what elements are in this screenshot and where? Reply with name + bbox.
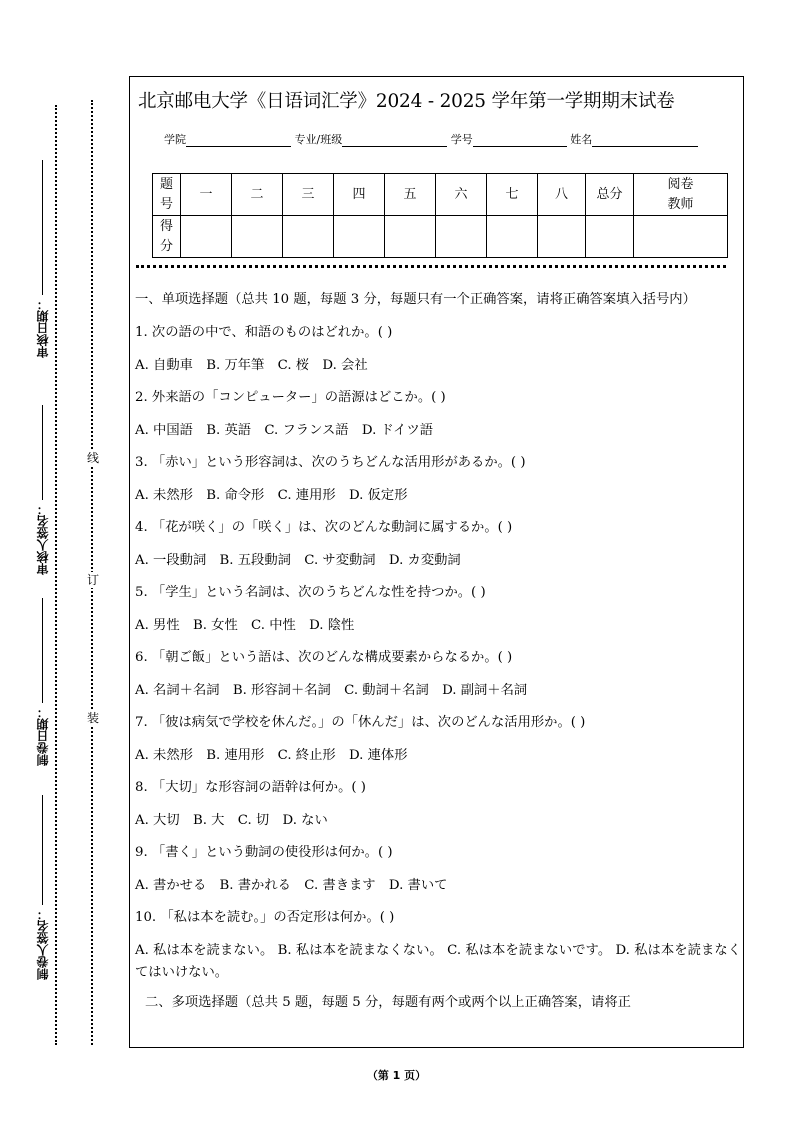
student-info-row — [164, 133, 698, 147]
question-9-options: A. 書かせる B. 書かれる C. 書きます D. 書いて — [135, 877, 448, 893]
score-row-header: 得分 — [153, 216, 181, 258]
score-col-total: 总分 — [586, 174, 634, 216]
question-5: 5. 「学生」という名詞は、次のうちどんな性を持つか。( ) — [135, 585, 486, 600]
score-cell[interactable] — [634, 216, 728, 258]
score-col-7: 七 — [487, 174, 538, 216]
question-1-options: A. 自動車 B. 万年筆 C. 桜 D. 会社 — [135, 357, 368, 373]
binding-char-zhuang: 装 — [87, 711, 100, 725]
score-col-3: 三 — [283, 174, 334, 216]
question-3-options: A. 未然形 B. 命令形 C. 連用形 D. 仮定形 — [135, 487, 408, 503]
prepare-date-label: 制卷日期： — [36, 706, 50, 766]
score-cell[interactable] — [436, 216, 487, 258]
exam-title: 北京邮电大学《日语词汇学》2024 - 2025 学年第一学期期末试卷 — [138, 91, 675, 112]
name-label: 姓名 — [570, 133, 593, 146]
score-cell[interactable] — [283, 216, 334, 258]
question-2-options: A. 中国語 B. 英語 C. フランス語 D. ドイツ語 — [135, 422, 434, 438]
outer-dotted-line — [55, 105, 57, 1045]
question-8: 8. 「大切」な形容詞の語幹は何か。( ) — [135, 780, 366, 795]
score-cell[interactable] — [181, 216, 232, 258]
prepare-date-line — [42, 598, 43, 703]
binding-char-xian: 线 — [87, 451, 100, 465]
college-blank[interactable] — [186, 134, 291, 147]
score-cell[interactable] — [232, 216, 283, 258]
score-col-8: 八 — [538, 174, 586, 216]
exam-paper-frame — [129, 76, 744, 1048]
score-col-4: 四 — [334, 174, 385, 216]
dotted-separator — [136, 265, 726, 268]
question-6: 6. 「朝ご飯」という語は、次のどんな構成要素からなるか。( ) — [135, 650, 513, 665]
student-id-label: 学号 — [450, 133, 473, 146]
question-9: 9. 「書く」という動詞の使役形は何か。( ) — [135, 845, 393, 860]
major-class-label: 专业/班级 — [294, 133, 343, 146]
section-2-heading: 二、多项选择题（总共 5 题，每题 5 分，每题有两个或两个以上正确答案，请将正 — [145, 994, 631, 1010]
question-1: 1. 次の語の中で、和語のものはどれか。( ) — [135, 325, 393, 340]
question-5-options: A. 男性 B. 女性 C. 中性 D. 陰性 — [135, 617, 355, 633]
review-date-label: 审核日期： — [36, 298, 50, 358]
major-class-blank[interactable] — [342, 134, 447, 147]
question-3: 3. 「赤い」という形容詞は、次のうちどんな活用形があるか。( ) — [135, 455, 526, 470]
question-4: 4. 「花が咲く」の「咲く」は、次のどんな動詞に属するか。( ) — [135, 520, 513, 535]
question-8-options: A. 大切 B. 大 C. 切 D. ない — [135, 812, 328, 828]
score-table — [152, 173, 728, 258]
preparer-signature-label: 制卷人签名： — [36, 908, 50, 980]
score-col-6: 六 — [436, 174, 487, 216]
reviewer-signature-label: 审核人签名： — [36, 503, 50, 575]
question-7: 7. 「彼は病気で学校を休んだ。」の「休んだ」は、次のどんな活用形か。( ) — [135, 715, 586, 730]
reviewer-signature-line — [42, 405, 43, 500]
question-6-options: A. 名詞＋名詞 B. 形容詞＋名詞 C. 動詞＋名詞 D. 副詞＋名詞 — [135, 682, 528, 698]
score-cell[interactable] — [538, 216, 586, 258]
student-id-blank[interactable] — [473, 134, 567, 147]
question-7-options: A. 未然形 B. 連用形 C. 終止形 D. 連体形 — [135, 747, 408, 763]
question-10-options: A. 私は本を読まない。 B. 私は本を読まなくない。 C. 私は本を読まないです。 D. 私は本を読まなくてはいけない。 — [135, 942, 741, 980]
score-col-grader: 阅卷教师 — [634, 174, 728, 216]
score-table-score-row — [153, 216, 728, 258]
score-table-header-row — [153, 174, 728, 216]
score-col-1: 一 — [181, 174, 232, 216]
score-col-2: 二 — [232, 174, 283, 216]
review-date-line — [42, 160, 43, 295]
college-label: 学院 — [164, 133, 186, 146]
section-1-heading: 一、单项选择题（总共 10 题，每题 3 分，每题只有一个正确答案，请将正确答案填入括号内） — [135, 292, 696, 307]
page-number: （第 1 页） — [366, 1069, 427, 1082]
exam-content — [135, 289, 741, 1014]
question-10: 10. 「私は本を読む。」の否定形は何か。( ) — [135, 910, 395, 925]
name-blank[interactable] — [592, 134, 698, 147]
score-cell[interactable] — [487, 216, 538, 258]
score-cell[interactable] — [385, 216, 436, 258]
question-4-options: A. 一段動詞 B. 五段動詞 C. サ変動詞 D. カ変動詞 — [135, 552, 461, 568]
score-cell[interactable] — [334, 216, 385, 258]
binding-char-ding: 订 — [87, 573, 100, 587]
score-cell[interactable] — [586, 216, 634, 258]
score-col-5: 五 — [385, 174, 436, 216]
preparer-signature-line — [42, 795, 43, 905]
question-2: 2. 外来語の「コンピューター」の語源はどこか。( ) — [135, 390, 446, 405]
question-number-header: 题号 — [153, 174, 181, 216]
